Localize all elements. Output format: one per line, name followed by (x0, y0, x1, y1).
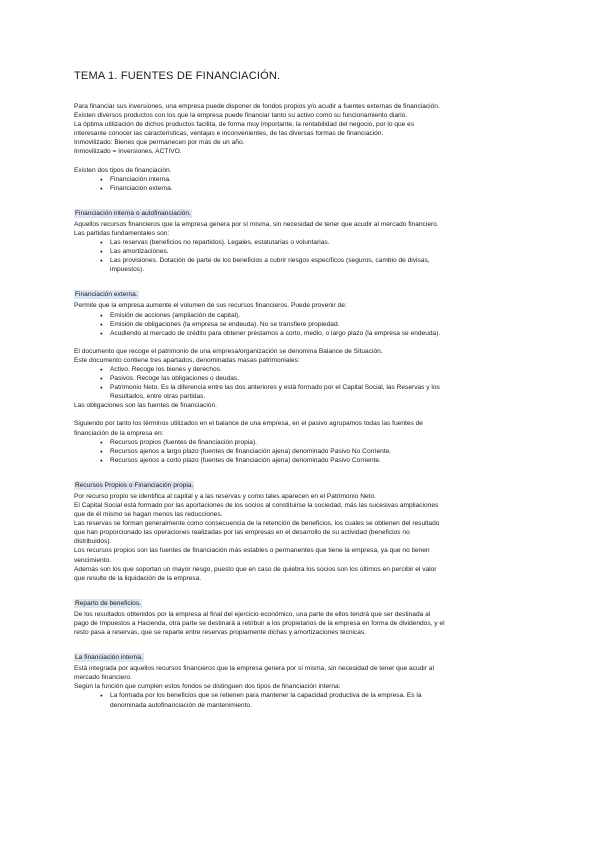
section-heading: Reparto de beneficios. (75, 599, 141, 607)
internal-list (74, 238, 534, 265)
paragraph-line: Las reservas se forman generalmente como consecuencia de la retención de beneficios, los cuales se obtienen del resultado (74, 520, 440, 528)
paragraph-line: Los recursos propios son las fuentes de financiación más estables o permanentes que tiene la empresa, ya que no tienen (74, 547, 430, 555)
types-lead: Existen dos tipos de financiación. (74, 166, 172, 174)
external-section (74, 283, 534, 337)
own-resources-section (74, 474, 534, 583)
list-item: ● La formada por los beneficios que se retienen para mantener la capacidad productiva de la empresa. Es la (100, 691, 534, 700)
paragraph-line: resto pasa a reservas, que se reparte entre reservas propiamente dichas y amortizaciones técnicas. (74, 629, 367, 637)
intro-line: Inmovilizado = Inversiones. ACTIVO. (74, 148, 182, 156)
paragraph-line: Está integrada por aquellos recursos financieros que la empresa genera por sí misma, sin necesidad de tener que acudir al (74, 665, 434, 673)
list-item: ● Emisión de acciones (ampliación de capital). (100, 311, 534, 320)
paragraph-line: mercado financiero. (74, 674, 132, 682)
list-item-continuation: impuestos). (110, 266, 145, 274)
paragraph-line: distribuidos). (74, 538, 112, 546)
section-heading: Recursos Propios o Financiación propia. (75, 481, 194, 489)
document-body (74, 70, 534, 710)
list-item: ● Financiación externa. (100, 184, 534, 193)
balance-section (74, 347, 534, 411)
internal-financing-section (74, 646, 534, 709)
list-item: ● Acudiendo al mercado de crédito para obtener préstamos a corto, medio, o largo plazo (la empresa se endeuda). (100, 329, 534, 338)
types-list (74, 175, 534, 193)
paragraph-line: que han proporcionado las operaciones realizadas por las empresas en el desarrollo de su actividad (beneficios no (74, 529, 410, 537)
list-item-continuation: denominada autofinanciación de mantenimiento. (110, 701, 252, 709)
internal-section (74, 202, 534, 275)
paragraph-line: que resulte de la liquidación de la empresa. (74, 574, 202, 582)
paragraph-line: De los resultados obtenidos por la empresa al final del ejercicio económico, una parte de ellos tendrá que ser destinada al (74, 610, 431, 618)
list-item: ● Emisión de obligaciones (la empresa se endeuda). No se transfiere propiedad. (100, 320, 534, 329)
paragraph-line: Siguiendo por tanto los términos utilizados en el balance de una empresa, en el pasivo agrupamos todas las fuentes de (74, 420, 423, 428)
list-item: ● Activo. Recoge los bienes y derechos. (100, 365, 534, 374)
paragraph-line: Además son los que soportan un mayor riesgo, puesto que en caso de quiebra los socios son los últimos en percibir el valor (74, 565, 437, 573)
paragraph-line: Las obligaciones son las fuentes de financiación. (74, 402, 217, 410)
paragraph-line: Permite que la empresa aumente el volumen de sus recursos financieros. Puede provenir de: (74, 302, 347, 310)
list-item: ● Recursos ajenos a largo plazo (fuentes de financiación ajena) denominado Pasivo No Corriente. (100, 447, 534, 456)
list-item: ● Las reservas (beneficios no repartidos). Legales, estatutarias o voluntarias. (100, 238, 534, 247)
paragraph-line: El documento que recoge el patrimonio de una empresa/organización se denomina Balance de Situación. (74, 347, 383, 355)
list-item: ● Las provisiones. Dotación de parte de los beneficios a cubrir riesgos específicos (seguros, cambio de divisas, (100, 256, 534, 265)
intro-line: Inmovilizado: Bienes que permanecen por más de un año. (74, 139, 245, 147)
distribution-section (74, 592, 534, 637)
paragraph-line: Las partidas fundamentales son: (74, 229, 170, 237)
intro-line: Para financiar sus inversiones, una empresa puede disponer de fondos propios y/o acudir a fuentes externas de financiación. (74, 103, 440, 110)
paragraph-line: El Capital Social está formado por las aportaciones de los socios al constituirse la sociedad, más las sucesivas ampliaciones (74, 502, 439, 509)
external-list (74, 311, 534, 338)
section-heading: La financiación interna. (75, 654, 143, 662)
paragraph-line: vencimiento. (74, 556, 112, 564)
balance-list (74, 365, 534, 392)
paragraph-line: Según la función que cumplen estos fondos se distinguen dos tipos de financiación interna: (74, 683, 341, 691)
paragraph-line: financiación de la empresa en: (74, 429, 164, 437)
internal-financing-list (74, 691, 534, 700)
types-section (74, 166, 534, 193)
section-heading: Financiación interna o autofinanciación. (75, 209, 191, 217)
intro-line: interesante conocer las características, ventajas e inconvenientes, de las diversas formas de financiación. (74, 130, 384, 138)
list-item-continuation: Resultados, entre otras partidas. (110, 393, 206, 401)
section-heading: Financiación externa. (75, 291, 138, 299)
list-item: ● Recursos propios (fuentes de financiación propia). (100, 438, 534, 447)
list-item: ● Financiación interna. (100, 175, 534, 184)
paragraph-line: Este documento contiene tres apartados, denominadas masas patrimoniales: (74, 356, 300, 364)
paragraph-line: Aquellos recursos financieros que la empresa genera por sí misma, sin necesidad de tener que acudir al mercado financiero. (74, 220, 439, 228)
paragraph-line: Por recurso propio se identifica al capital y a las reservas y como tales aparecen en el Patrimonio Neto. (74, 492, 376, 500)
paragraph-line: que de él mismo se hagan menos las reducciones. (74, 511, 223, 519)
list-item: ● Patrimonio Neto. Es la diferencia entre las dos anteriores y está formado por el Capital Social, las Reservas y los (100, 383, 534, 392)
paragraph-line: pago de Impuestos a Hacienda, otra parte se destinará a retribuir a los propietarios de la empresa en forma de dividendos, y el (74, 619, 445, 627)
list-item: ● Las amortizaciones. (100, 247, 534, 256)
classification-list (74, 438, 534, 465)
list-item: ● Recursos ajenos a corto plazo (fuentes de financiación ajena) denominado Pasivo Corriente. (100, 456, 534, 465)
document-title: TEMA 1. FUENTES DE FINANCIACIÓN. (74, 70, 281, 82)
list-item: ● Pasivos. Recoge las obligaciones o deudas. (100, 374, 534, 383)
intro-section (74, 102, 534, 157)
intro-line: La óptima utilización de dichos productos facilita, de forma muy importante, la rentabilidad del negocio, por lo que es (74, 121, 415, 129)
classification-section (74, 419, 534, 464)
intro-line: Existen diversos productos con los que la empresa puede financiar tanto su activo como su funcionamiento diario. (74, 112, 408, 120)
